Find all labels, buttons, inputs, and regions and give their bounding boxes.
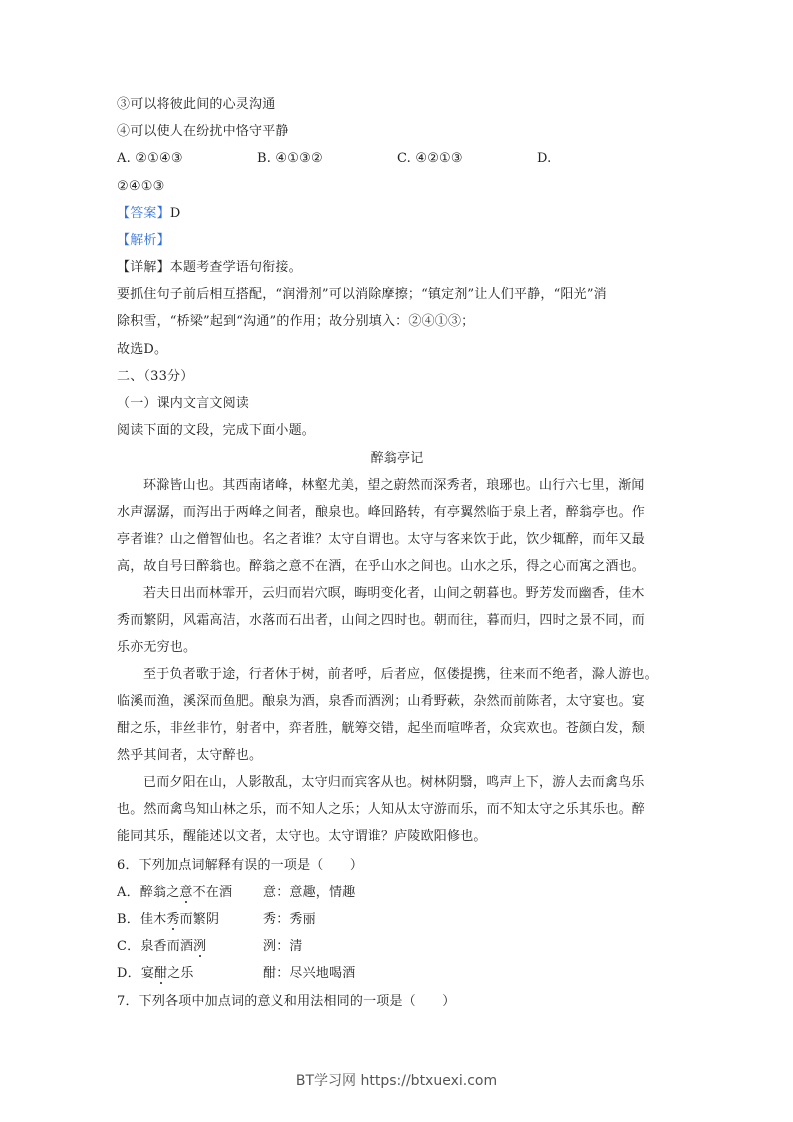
answer-value: D [169, 206, 181, 221]
passage-line: 高，故自号曰醉翁也。醉翁之意不在酒，在乎山水之间也。山水之乐，得之心而寓之酒也。 [117, 559, 646, 574]
question-7-stem: 7．下列各项中加点词的意义和用法相同的一项是（ ） [117, 994, 456, 1009]
option-explanation: 意：意趣，情趣 [263, 885, 356, 900]
passage-line: 然乎其间者，太守醉也。 [117, 748, 263, 763]
answer-line [117, 204, 180, 224]
passage-line: 秀而繁阴，风霜高洁，水落而石出者，山间之四时也。朝而往，暮而归，四时之景不同，而 [117, 613, 646, 628]
option-d-label: D. [537, 151, 552, 166]
question-6-option-c: C．泉香而酒洌 洌：清 [117, 937, 206, 957]
conclusion-line: 故选D。 [117, 342, 168, 357]
passage-line: 至于负者歌于途，行者休于树，前者呼，后者应，伛偻提携，往来而不绝者，滁人游也。 [143, 667, 658, 682]
explanation-line-2: 除积雪，“桥梁”起到“沟通”的作用；故分别填入：②④①③； [117, 314, 475, 329]
option-explanation: 洌：清 [263, 939, 303, 954]
question-6-option-d: D．宴酣之乐 酣：尽兴地喝酒 [117, 964, 194, 984]
passage-line: 临溪而渔，溪深而鱼肥。酿泉为酒，泉香而酒洌；山肴野蔌，杂然而前陈者，太守宴也。宴 [117, 694, 646, 709]
passage-line: 也。然而禽鸟知山林之乐，而不知人之乐；人知从太守游而乐，而不知太守之乐其乐也。醉 [117, 802, 646, 817]
passage-line: 酣之乐，非丝非竹，射者中，弈者胜，觥筹交错，起坐而喧哗者，众宾欢也。苍颜白发，颓 [117, 721, 646, 736]
section-instruction: 阅读下面的文段，完成下面小题。 [117, 423, 316, 438]
passage-line: 水声潺潺，而泻出于两峰之间者，酿泉也。峰回路转，有亭翼然临于泉上者，醉翁亭也。作 [117, 505, 646, 520]
passage-line: 亭者谁？山之僧智仙也。名之者谁？太守自谓也。太守与客来饮于此，饮少辄醉，而年又最 [117, 532, 646, 547]
dotted-word: 意 [179, 885, 193, 900]
explanation-line-1: 要抓住句子前后相互搭配，“润滑剂”可以消除摩擦；“镇定剂”让人们平静，“阳光”消 [117, 287, 607, 302]
detail-line: 【详解】本题考查学语句衔接。 [117, 260, 302, 275]
passage-line: 若夫日出而林霏开，云归而岩穴暝，晦明变化者，山间之朝暮也。野芳发而幽香，佳木 [143, 586, 645, 601]
option-a: A. ②①④③ [117, 151, 183, 166]
passage-line: 能同其乐，醒能述以文者，太守也。太守谓谁？庐陵欧阳修也。 [117, 829, 487, 844]
section-heading: 二、（33分） [117, 369, 194, 384]
dotted-word: 酣 [154, 966, 168, 981]
site-footer-link[interactable]: BT学习网 https://btxuexi.com [295, 1073, 498, 1089]
analysis-label: 【解析】 [117, 233, 170, 248]
answer-label: 【答案】 [117, 206, 170, 221]
choice-item-3: ③可以将彼此间的心灵沟通 [117, 97, 276, 112]
answer-options-row [117, 149, 677, 169]
option-c: C. ④②①③ [397, 151, 463, 166]
passage-line: 乐亦无穷也。 [117, 640, 197, 655]
choice-item-4: ④可以使人在纷扰中恪守平静 [117, 124, 289, 139]
passage-title: 醉翁亭记 [370, 451, 424, 466]
question-6-option-b: B．佳木秀而繁阴 秀：秀丽 [117, 910, 219, 930]
question-6-stem: 6．下列加点词解释有误的一项是（ ） [117, 858, 364, 873]
question-6-option-a: A．醉翁之意不在酒 意：意趣，情趣 [117, 883, 232, 903]
dotted-word: 洌 [193, 939, 207, 954]
section-subheading: （一）课内文言文阅读 [117, 396, 250, 411]
passage-line: 已而夕阳在山，人影散乱，太守归而宾客从也。树林阴翳，鸣声上下，游人去而禽鸟乐 [143, 775, 645, 790]
option-d-value: ②④①③ [117, 179, 165, 194]
option-explanation: 酣：尽兴地喝酒 [263, 966, 356, 981]
dotted-word: 秀 [166, 912, 180, 927]
passage-line: 环滁皆山也。其西南诸峰，林壑尤美，望之蔚然而深秀者，琅琊也。山行六七里，渐闻 [143, 478, 645, 493]
option-b: B. ④①③② [257, 151, 323, 166]
option-explanation: 秀：秀丽 [263, 912, 316, 927]
